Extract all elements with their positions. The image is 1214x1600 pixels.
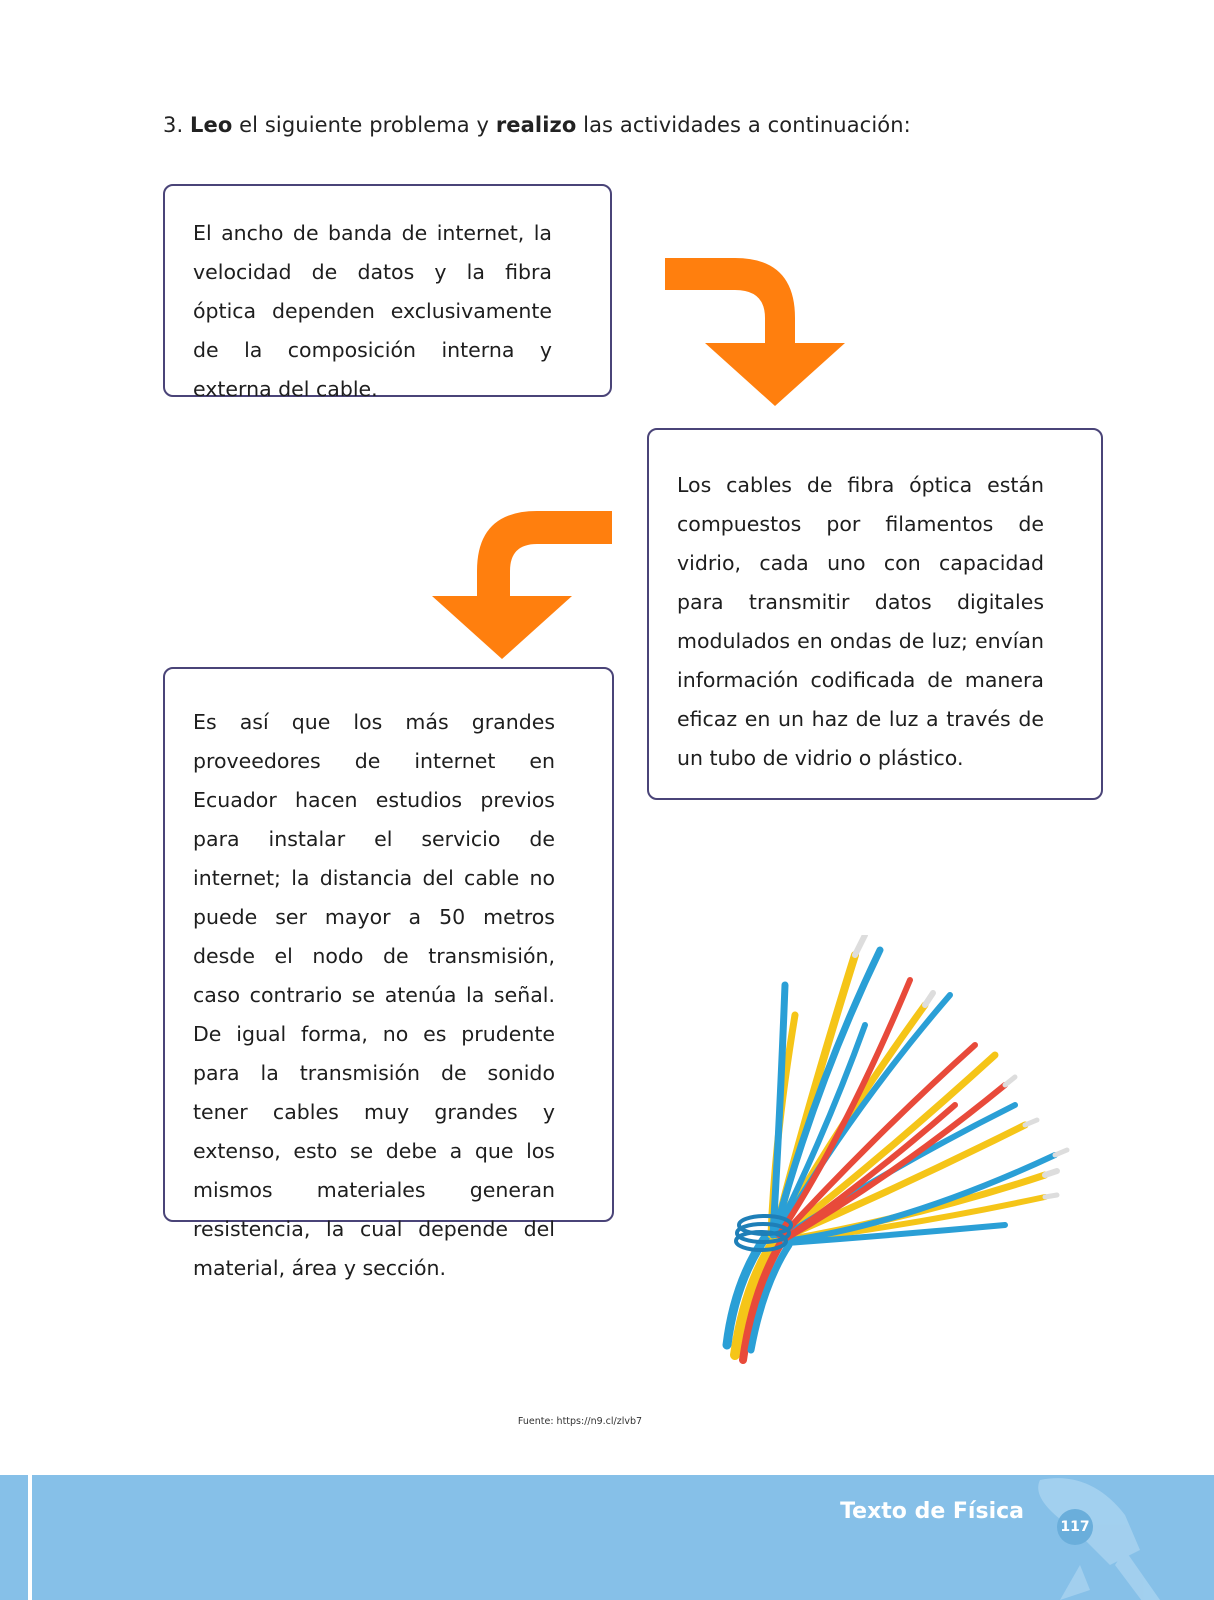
activity-instruction <box>163 113 911 137</box>
instruction-verb-realizo: realizo <box>495 113 577 137</box>
activity-number: 3. <box>163 113 191 137</box>
fiber-optic-cables-illustration <box>705 935 1095 1385</box>
text-box-fiber-optic-content: Los cables de fibra óptica están compuestos por filamentos de vidrio, cada uno con capacidad para transmitir datos digitales modulados en ondas de luz; envían información codificada de manera eficaz en un haz de luz a través de un tubo de vidrio o plástico. <box>677 473 1044 770</box>
footer-stripe <box>28 1475 32 1600</box>
text-box-bandwidth-content: El ancho de banda de internet, la velocidad de datos y la fibra óptica dependen exclusivamente de la composición interna y externa del cable. <box>193 221 552 401</box>
page-footer <box>0 1475 1214 1600</box>
page-number: 117 <box>1057 1509 1093 1545</box>
curved-arrow-down-left-icon <box>432 511 617 661</box>
text-box-bandwidth <box>163 184 612 401</box>
instruction-text-1: el siguiente problema y <box>232 113 496 137</box>
instruction-text-2: las actividades a continuación: <box>576 113 911 137</box>
image-source-caption: Fuente: https://n9.cl/zlvb7 <box>517 1416 643 1427</box>
text-box-fiber-optic <box>647 428 1103 800</box>
text-box-internet-providers <box>163 667 614 1280</box>
instruction-verb-leo: Leo <box>190 113 233 137</box>
footer-book-title: Texto de Física <box>840 1499 1024 1524</box>
curved-arrow-down-right-icon <box>665 258 855 408</box>
rocket-icon <box>1030 1475 1180 1600</box>
text-box-internet-providers-content: Es así que los más grandes proveedores de internet en Ecuador hacen estudios previos para instalar el servicio de internet; la distancia del cable no puede ser mayor a 50 metros desde el nodo de transmisión, caso contrario se atenúa la señal. De igual forma, no es prudente para la transmisión de sonido tener cables muy grandes y extenso, esto se debe a que los mismos materiales generan resistencia, la cual depende del material, área y sección. <box>193 710 555 1280</box>
